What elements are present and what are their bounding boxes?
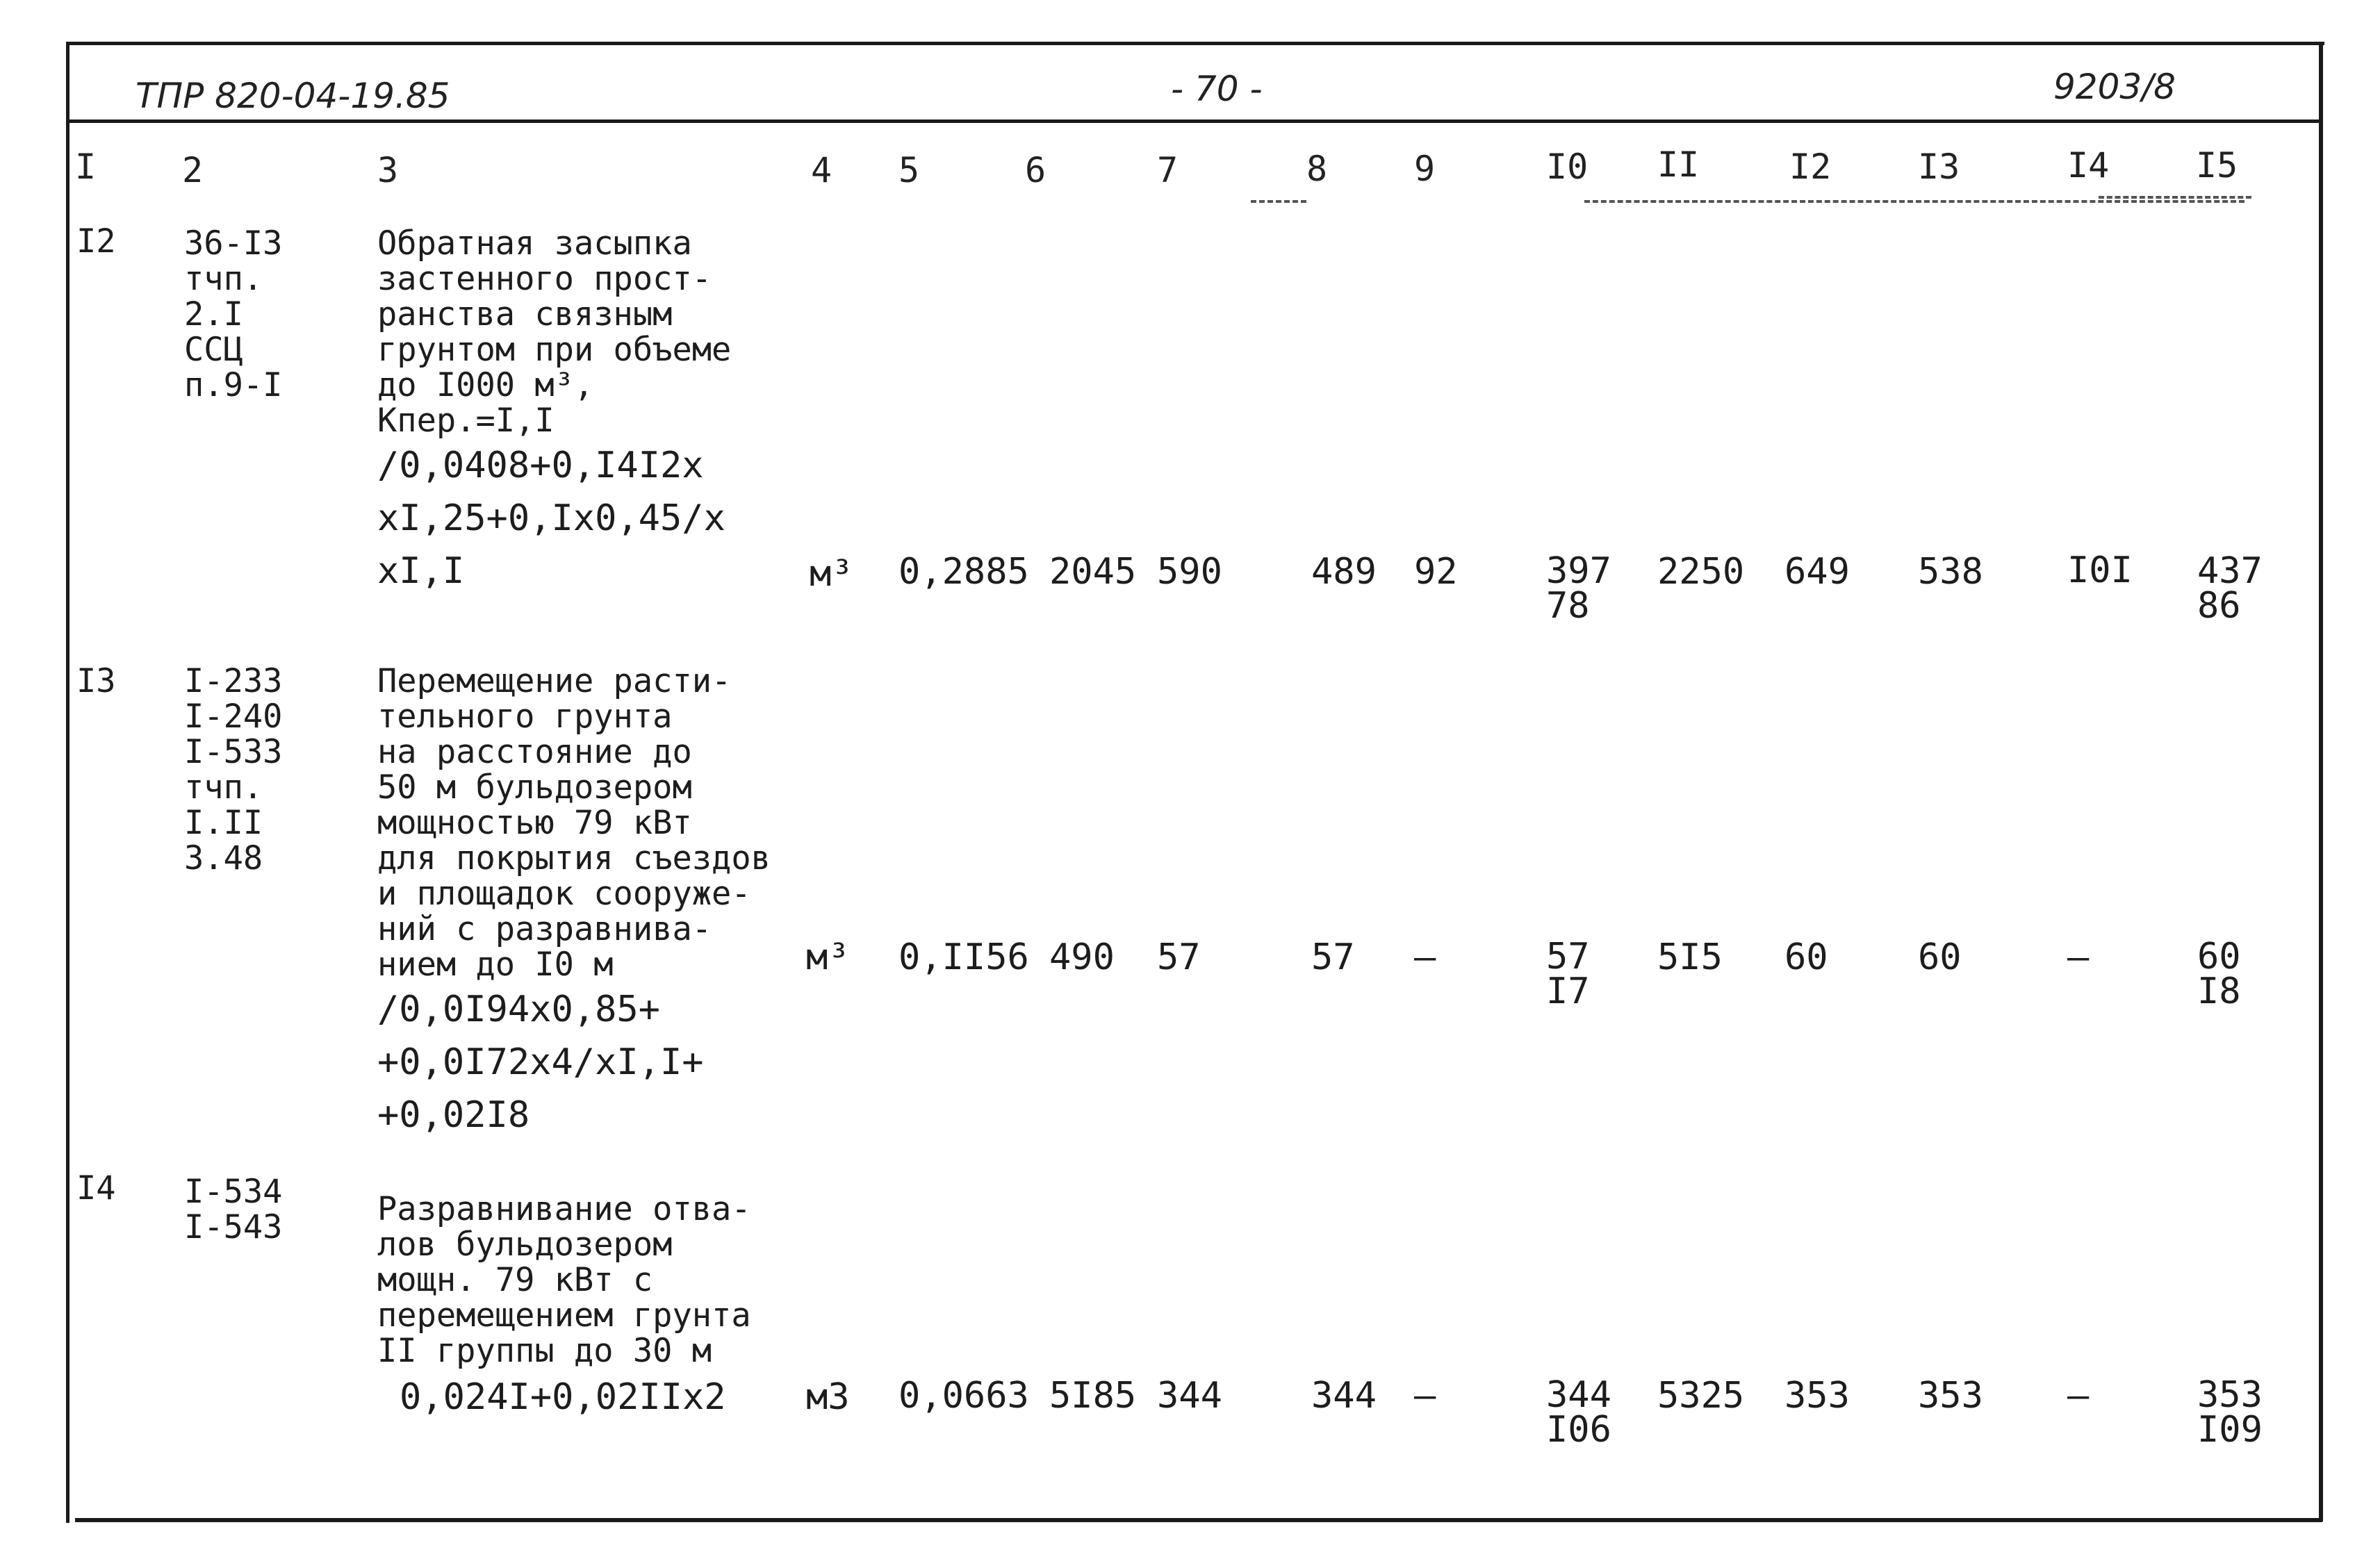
column-number: 9 <box>1414 149 1436 189</box>
column-number: I4 <box>2067 145 2110 185</box>
doc-code: ТПР 820-04-19.85 <box>136 76 450 116</box>
column-number: 4 <box>811 150 832 190</box>
column-number: 6 <box>1025 150 1047 190</box>
frame-bottom-border <box>75 1518 2322 1522</box>
cell-col13: 353 <box>1918 1375 1983 1417</box>
norm-code: 36-I3 тчп. 2.I ССЦ п.9-I <box>184 224 283 404</box>
work-description: Перемещение расти- тельного грунта на расстояние до 50 м бульдозером мощностью 79 кВт для покрытия съездов и площадок сооруже- ний с разравнива- нием до I0 м <box>377 662 771 984</box>
cell-col11: 5I5 <box>1657 937 1723 978</box>
cell-col10: 344 I06 <box>1546 1374 1611 1451</box>
cell-col14: I0I <box>2067 550 2133 591</box>
cell-col12: 60 <box>1784 937 1828 978</box>
cell-col9: 92 <box>1414 551 1458 593</box>
column-number: I <box>75 147 97 187</box>
cell-col8: 344 <box>1311 1375 1377 1417</box>
column-number: I2 <box>1789 147 1832 187</box>
dashed-rule <box>2099 196 2251 199</box>
dashed-rule <box>1251 200 1306 203</box>
cell-col6: 2045 <box>1049 551 1137 593</box>
unit: м3 <box>806 1376 850 1418</box>
cell-col11: 2250 <box>1657 551 1745 593</box>
column-number: 2 <box>182 150 204 190</box>
cell-col15: 437 86 <box>2197 550 2263 627</box>
cell-col7: 590 <box>1157 551 1222 593</box>
column-number: 8 <box>1306 149 1328 189</box>
cell-col6: 5I85 <box>1049 1375 1137 1417</box>
frame-right-border <box>2319 42 2323 1521</box>
cell-col14: – <box>2067 937 2090 978</box>
cell-col8: 57 <box>1311 937 1355 978</box>
column-number: I3 <box>1918 147 1960 187</box>
cell-col12: 353 <box>1784 1375 1850 1417</box>
cell-col11: 5325 <box>1657 1375 1745 1417</box>
unit: м³ <box>810 553 853 595</box>
column-number: II <box>1657 145 1700 185</box>
cell-col10: 57 I7 <box>1546 936 1590 1012</box>
cell-col15: 353 I09 <box>2197 1374 2263 1451</box>
calc-formula: /0,0I94х0,85+ +0,0I72х4/хI,I+ +0,02I8 <box>377 989 704 1136</box>
cell-col8: 489 <box>1311 551 1377 593</box>
frame-top-border <box>66 42 2324 45</box>
work-description: Обратная засыпка застенного прост- ранства связным грунтом при объеме до I000 м³, Кпер.=I,I <box>377 224 732 440</box>
calc-formula: /0,0408+0,I4I2х хI,25+0,Iх0,45/х хI,I <box>377 445 725 592</box>
cell-col13: 60 <box>1918 937 1962 978</box>
norm-code: I-233 I-240 I-533 тчп. I.II 3.48 <box>184 662 283 877</box>
column-number: 7 <box>1157 150 1179 190</box>
cell-col7: 57 <box>1157 937 1201 978</box>
unit: м³ <box>806 937 850 978</box>
cell-col9: – <box>1414 937 1436 978</box>
column-number: I0 <box>1546 147 1589 187</box>
cell-col14: – <box>2067 1375 2090 1417</box>
sheet-ref: 9203/8 <box>2053 67 2176 107</box>
cell-col10: 397 78 <box>1546 550 1611 627</box>
dashed-rule <box>1584 200 2244 203</box>
cell-col12: 649 <box>1784 551 1850 593</box>
cell-col15: 60 I8 <box>2197 936 2241 1012</box>
column-number: 3 <box>377 150 399 190</box>
cell-col7: 344 <box>1157 1375 1222 1417</box>
cell-col5: 0,0663 <box>898 1375 1029 1417</box>
cell-col5: 0,2885 <box>898 551 1029 593</box>
column-number: 5 <box>898 150 920 190</box>
cell-col9: – <box>1414 1375 1436 1417</box>
frame-left-border <box>66 42 69 1523</box>
row-number: I3 <box>76 662 116 700</box>
cell-col5: 0,II56 <box>898 937 1029 978</box>
header-divider <box>67 119 2322 123</box>
row-number: I4 <box>76 1169 116 1207</box>
row-number: I2 <box>76 222 116 261</box>
calc-formula: 0,024I+0,02IIх2 <box>400 1376 726 1418</box>
cell-col6: 490 <box>1049 937 1115 978</box>
page-number: - 70 - <box>1171 69 1263 109</box>
work-description: Разравнивание отва- лов бульдозером мощн. 79 кВт с перемещением грунта II группы до 30 м <box>377 1190 751 1370</box>
column-number: I5 <box>2196 145 2238 185</box>
cell-col13: 538 <box>1918 551 1983 593</box>
norm-code: I-534 I-543 <box>184 1173 283 1246</box>
